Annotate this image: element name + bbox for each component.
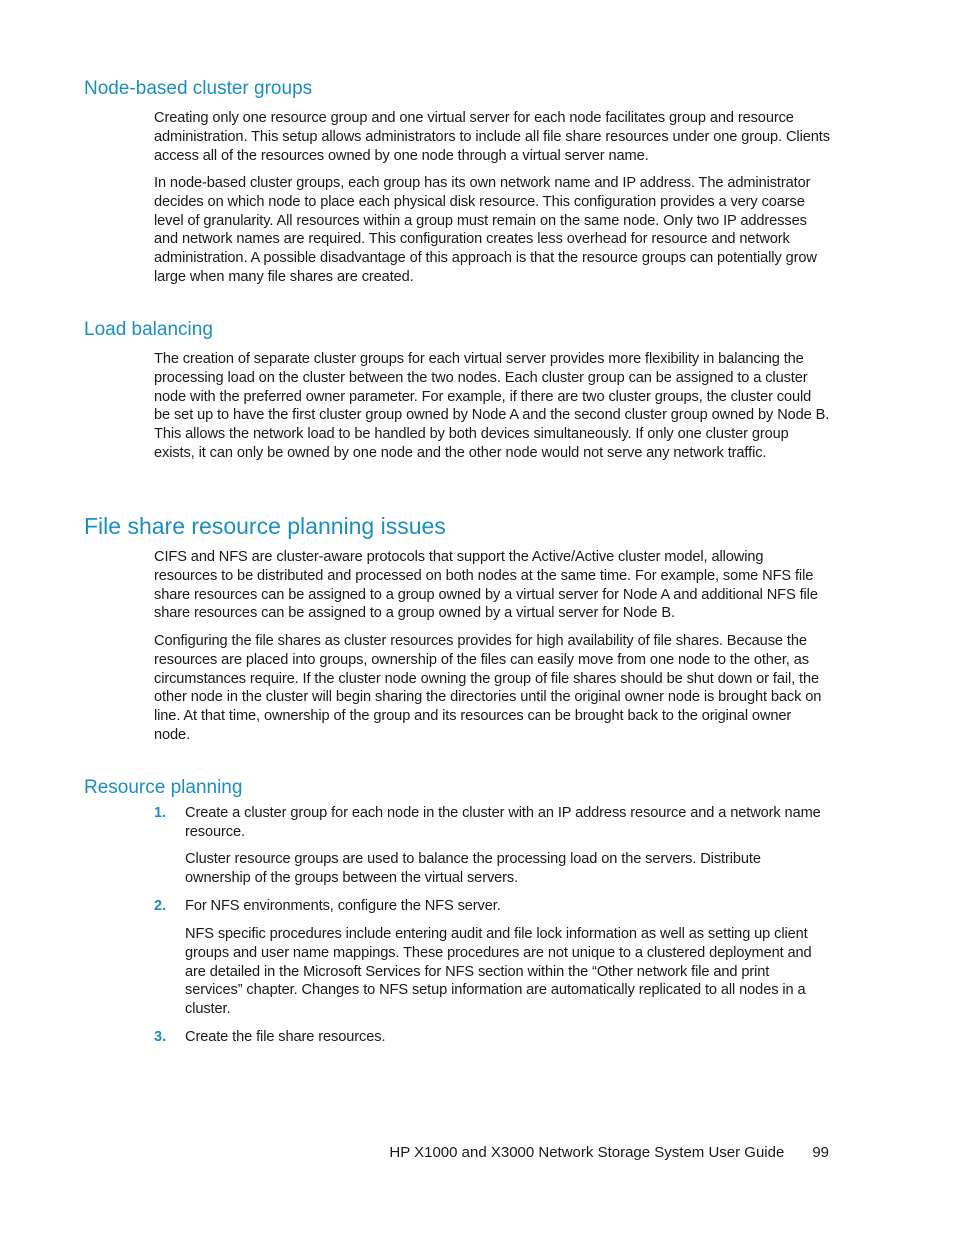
heading-resource-planning: Resource planning: [84, 777, 243, 798]
step-number: 2.: [154, 898, 167, 914]
file-share-paragraph-1: CIFS and NFS are cluster-aware protocols that support the Active/Active cluster model, allowing resources to be distributed and processed on both nodes at the same time. For example, some NFS file share resources can be assigned to a group owned by a virtual server for Node A and additional NFS file share resources can be assigned to a group owned by a virtual server for Node B.: [154, 549, 818, 622]
heading-file-share-planning: File share resource planning issues: [84, 513, 446, 539]
footer-title: HP X1000 and X3000 Network Storage System User Guide: [389, 1144, 785, 1161]
step-text: Create the file share resources.: [185, 1029, 386, 1045]
page-number: 99: [812, 1144, 829, 1161]
step-number: 1.: [154, 805, 167, 821]
heading-load-balancing: Load balancing: [84, 319, 213, 340]
step-number: 3.: [154, 1029, 167, 1045]
step-note: Cluster resource groups are used to balance the processing load on the servers. Distribute ownership of the groups between the virtual servers.: [185, 851, 761, 886]
file-share-paragraph-2: Configuring the file shares as cluster resources provides for high availability of file shares. Because the resources are placed into groups, ownership of the files can easily move from one node to the other, as circumstances require. If the cluster node owning the group of file shares should be shut down or fail, the other node in the cluster will begin sharing the directories until the original owner node is brought back on line. At that time, ownership of the group and its resources can be brought back to the original owner node.: [154, 633, 822, 743]
page-footer: [373, 1143, 829, 1163]
step-text: Create a cluster group for each node in the cluster with an IP address resource and a network name resource.: [185, 805, 821, 840]
node-based-paragraph-1: Creating only one resource group and one virtual server for each node facilitates group and resource administration. This setup allows administrators to include all file share resources under one group. Clients access all of the resources owned by one node through a virtual server name.: [154, 110, 830, 164]
node-based-paragraph-2: In node-based cluster groups, each group has its own network name and IP address. The administrator decides on which node to place each physical disk resource. This configuration provides a very coarse level of granularity. All resources within a group must remain on the same node. Only two IP addresses and network names are required. This configuration creates less overhead for resource and network administration. A possible disadvantage of this approach is that the resource groups can potentially grow large when many file shares are created.: [154, 175, 817, 285]
heading-node-based-cluster-groups: Node-based cluster groups: [84, 78, 313, 99]
step-text: For NFS environments, configure the NFS server.: [185, 898, 501, 914]
step-note: NFS specific procedures include entering audit and file lock information as well as setting up client groups and user name mappings. These procedures are not unique to a clustered deployment and are detailed in the Microsoft Services for NFS section within the “Other network file and print services” chapter. Changes to NFS setup information are automatically replicated to all nodes in a cluster.: [185, 926, 812, 1018]
load-balancing-paragraph: The creation of separate cluster groups for each virtual server provides more flexibility in balancing the processing load on the cluster between the two nodes. Each cluster group can be assigned to a cluster node with the preferred owner parameter. For example, if there are two cluster groups, the cluster could be set up to have the first cluster group owned by Node A and the second cluster group owned by Node B. This allows the network load to be handled by both devices simultaneously. If only one cluster group exists, it can only be owned by one node and the other node would not serve any network traffic.: [154, 351, 830, 461]
